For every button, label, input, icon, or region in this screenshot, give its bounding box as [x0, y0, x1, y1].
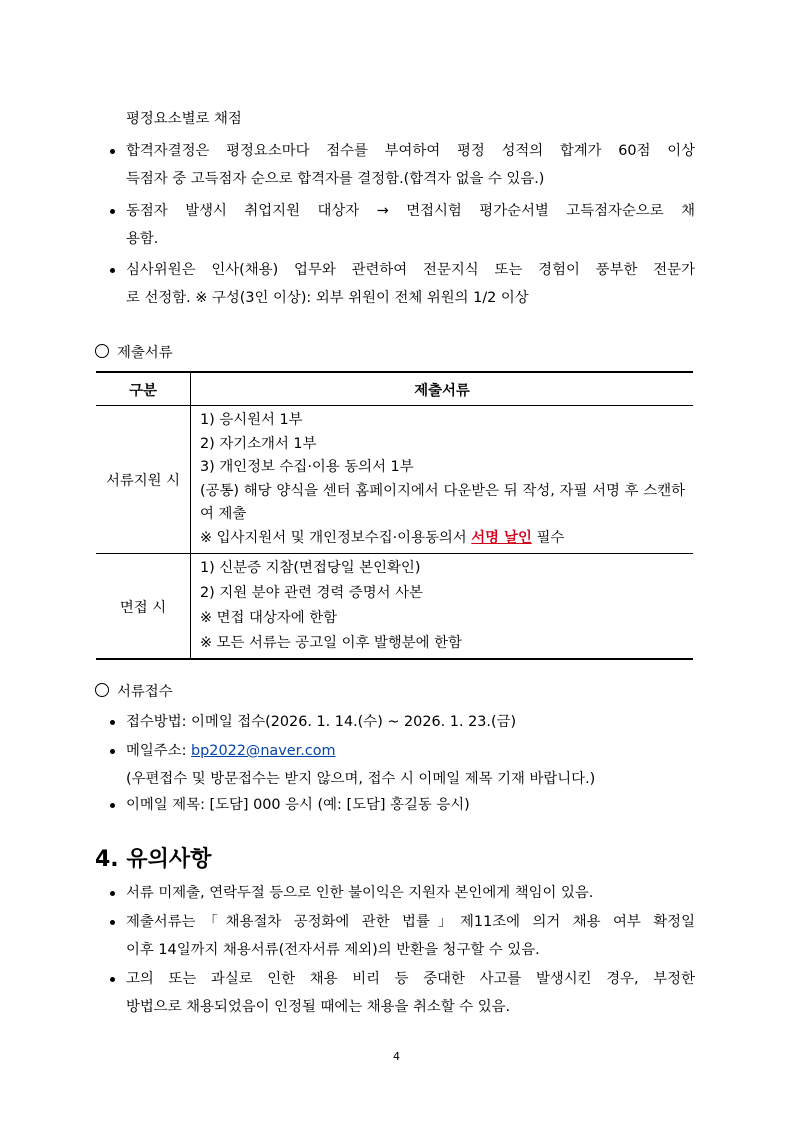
mail-note: (우편접수 및 방문접수는 받지 않으며, 접수 시 이메일 제목 기재 바랍니다.)	[126, 771, 596, 787]
bullet-text-cont: 용함.	[126, 231, 159, 247]
bullet-mail	[110, 741, 336, 761]
email-link[interactable]: bp2022@naver.com	[191, 743, 336, 759]
bullet-text	[126, 741, 336, 761]
row-items	[191, 554, 694, 660]
list-item: 1) 신분증 지참(면접당일 본인확인)	[200, 560, 421, 576]
header-documents: 제출서류	[191, 372, 694, 406]
list-item: 3) 개인정보 수집·이용 동의서 1부	[200, 459, 414, 475]
list-item: ※ 모든 서류는 공고일 이후 발행분에 한함	[200, 635, 462, 651]
bullet-note-1	[110, 883, 593, 903]
signature-highlight: 서명 날인	[471, 529, 532, 546]
list-item: (공통) 해당 양식을 센터 홈페이지에서 다운받은 뒤 작성, 자필 서명 후 스캔하여 제출	[200, 482, 685, 522]
heading-label: 제출서류	[117, 345, 173, 361]
circle-icon	[95, 344, 109, 358]
bullet-text: 제출서류는「채용절차 공정화에 관한 법률」제11조에 의거 채용 여부 확정일	[126, 914, 695, 930]
note-text: ※ 입사지원서 및 개인정보수집·이용동의서	[200, 529, 472, 546]
table-row	[96, 406, 693, 554]
bullet-reviewers	[110, 260, 695, 280]
note-text: 필수	[531, 529, 565, 546]
header-category: 구분	[96, 372, 191, 406]
row-category: 면접 시	[96, 554, 191, 660]
circle-icon	[95, 683, 109, 697]
signature-note	[200, 527, 685, 551]
mail-label: 메일주소:	[126, 743, 192, 759]
bullet-text-cont: 득점자 중 고득점자 순으로 합격자를 결정함.(합격자 없을 수 있음.)	[126, 171, 545, 187]
submission-heading	[95, 343, 173, 363]
bullet-text: 이메일 제목: [도담] 000 응시 (예: [도담] 홍길동 응시)	[126, 797, 470, 813]
bullet-text: 합격자결정은 평정요소마다 점수를 부여하여 평정 성적의 합계가 60점 이상	[126, 143, 695, 159]
bullet-text-cont: 이후 14일까지 채용서류(전자서류 제외)의 반환을 청구할 수 있음.	[126, 942, 540, 958]
list-item: 1) 응시원서 1부	[200, 412, 303, 428]
bullet-text: 심사위원은 인사(채용) 업무와 관련하여 전문지식 또는 경험이 풍부한 전문가	[126, 262, 695, 278]
list-item: 2) 지원 분야 관련 경력 증명서 사본	[200, 585, 423, 601]
page-number: 4	[393, 1050, 400, 1063]
bullet-text: 고의 또는 과실로 인한 채용 비리 등 중대한 사고를 발생시킨 경우, 부정한	[126, 971, 695, 987]
continuation-text: 평정요소별로 채점	[126, 111, 242, 127]
row-category: 서류지원 시	[96, 406, 191, 554]
bullet-subject	[110, 795, 470, 815]
submission-table	[96, 371, 693, 660]
bullet-tie-rule	[110, 201, 695, 221]
heading-label: 서류접수	[117, 684, 173, 700]
row-items	[191, 406, 694, 554]
section-title: 4. 유의사항	[95, 847, 212, 872]
bullet-pass-decision	[110, 141, 695, 161]
bullet-text: 서류 미제출, 연락두절 등으로 인한 불이익은 지원자 본인에게 책임이 있음.	[126, 885, 594, 901]
reception-heading	[95, 682, 173, 702]
table-header-row	[96, 372, 693, 406]
list-item: ※ 면접 대상자에 한함	[200, 610, 337, 626]
table-row	[96, 554, 693, 660]
bullet-note-2	[110, 912, 695, 932]
bullet-method	[110, 712, 516, 732]
bullet-text: 동점자 발생시 취업지원 대상자 → 면접시험 평가순서별 고득점자순으로 채	[126, 203, 695, 219]
bullet-text-cont: 로 선정함. ※ 구성(3인 이상): 외부 위원이 전체 위원의 1/2 이상	[126, 290, 529, 306]
list-item: 2) 자기소개서 1부	[200, 435, 317, 452]
bullet-text-cont: 방법으로 채용되었음이 인정될 때에는 채용을 취소할 수 있음.	[126, 999, 511, 1015]
bullet-text: 접수방법: 이메일 접수(2026. 1. 14.(수) ~ 2026. 1. 23.(금)	[126, 714, 517, 730]
bullet-note-3	[110, 969, 695, 989]
